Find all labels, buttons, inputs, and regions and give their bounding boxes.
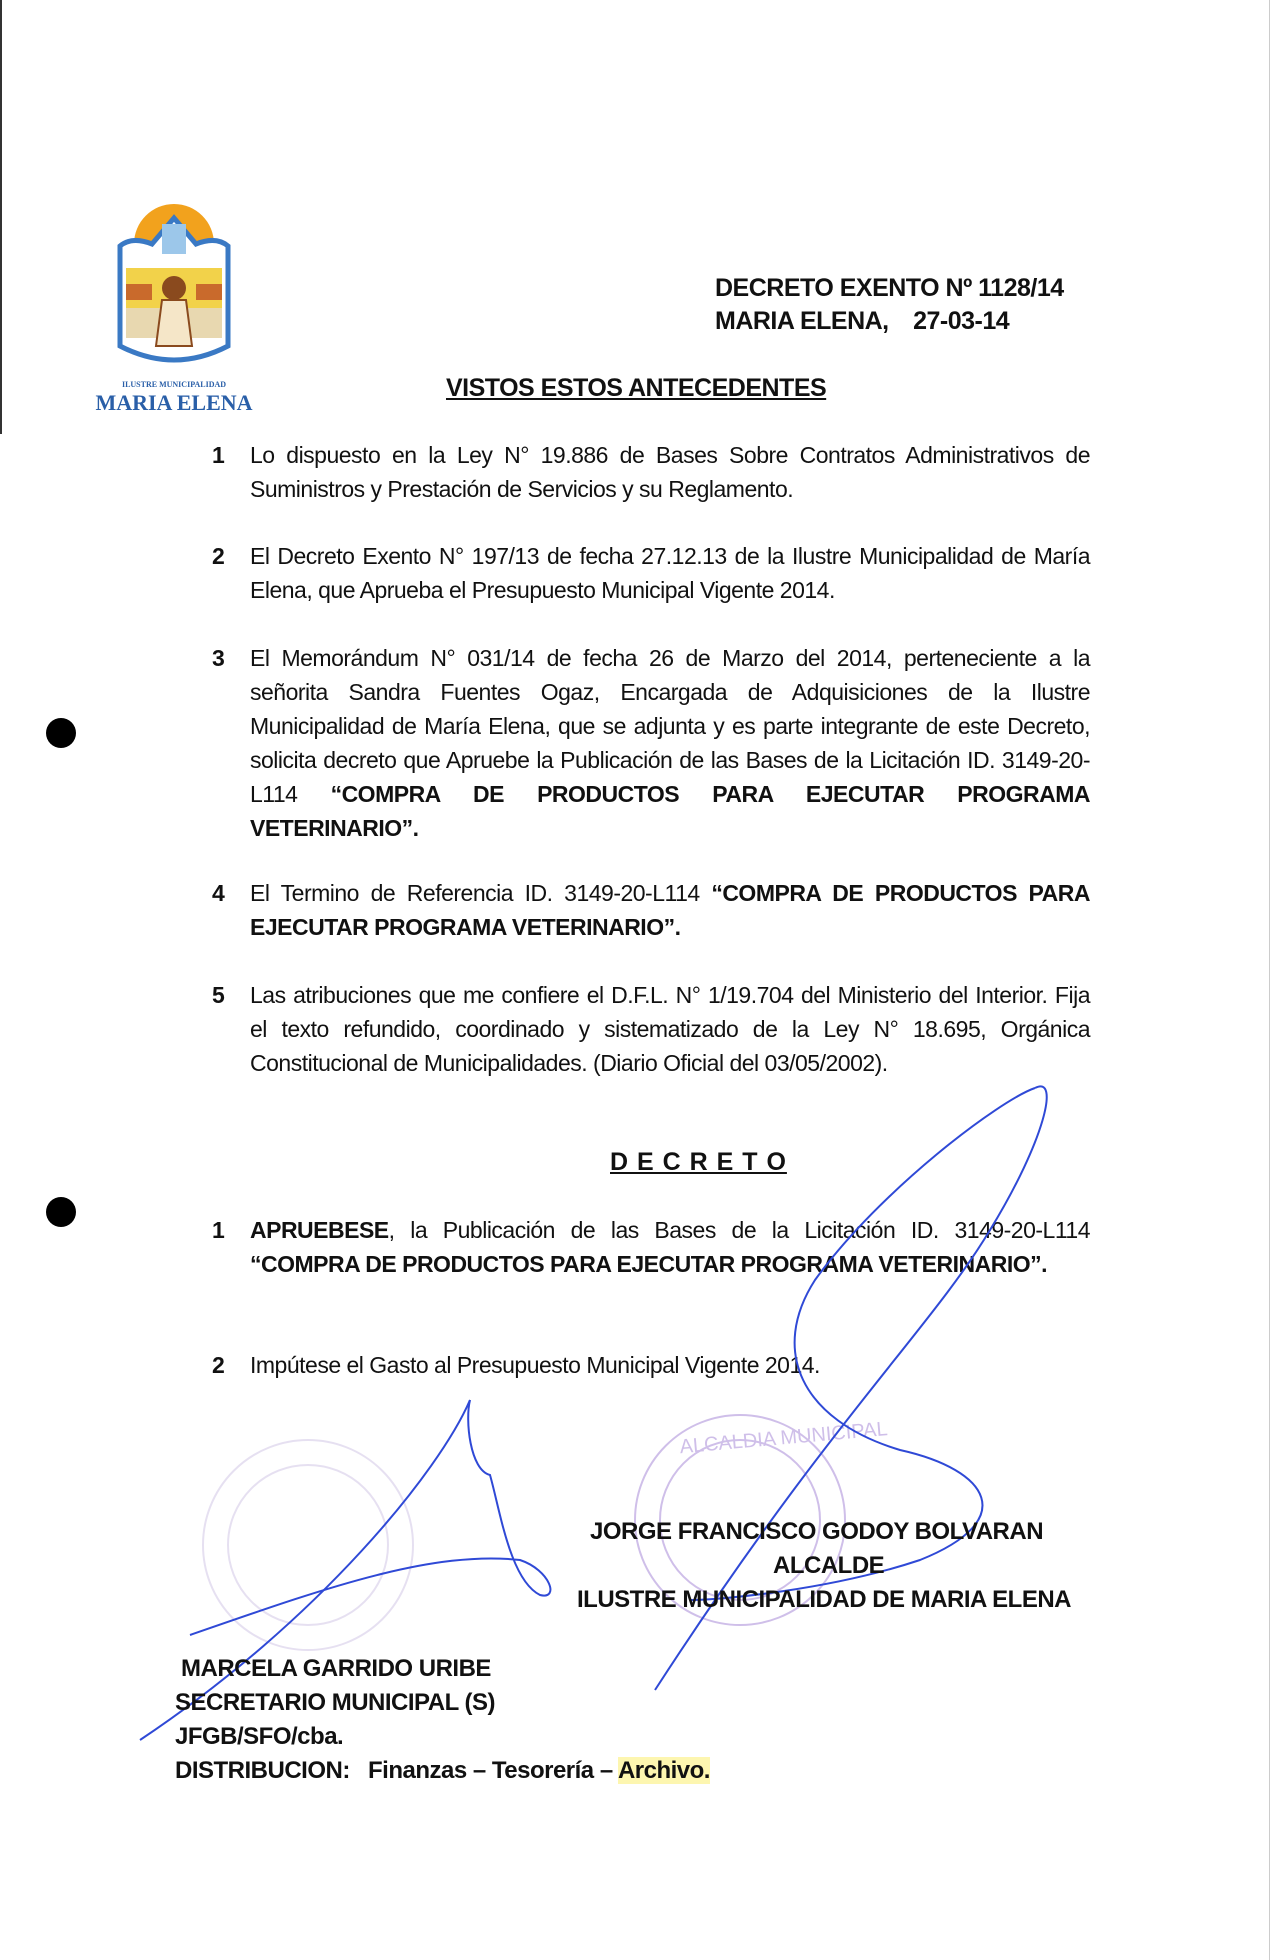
initials: JFGB/SFO/cba.	[175, 1723, 344, 1750]
decreto-title: D E C R E T O	[610, 1148, 787, 1176]
mayor-organization: ILUSTRE MUNICIPALIDAD DE MARIA ELENA	[577, 1586, 1071, 1613]
distribution-archive: Archivo.	[617, 1757, 710, 1784]
logo-subtitle: ILUSTRE MUNICIPALIDAD	[121, 380, 227, 389]
item-number: 2	[212, 1352, 225, 1378]
signature-strokes	[140, 1086, 1047, 1740]
item-text: El Termino de Referencia ID. 3149-20-L114	[250, 880, 712, 906]
item-bold-text: “COMPRA DE PRODUCTOS PARA EJECUTAR PROGRAMA VETERINARIO”.	[250, 880, 1090, 940]
item-number: 1	[212, 442, 225, 468]
vistos-title: VISTOS ESTOS ANTECEDENTES	[446, 374, 827, 402]
item-bold-lead: APRUEBESE	[250, 1217, 389, 1243]
mayor-title: ALCALDE	[773, 1552, 885, 1579]
item-text: Las atribuciones que me confiere el D.F.L. N° 1/19.704 del Ministerio del Interior. Fija el texto refundido, coordinado y sistematizado de la Ley N° 18.695, Orgánica Constitucional de Municipalidades. (Diario Oficial del 03/05/2002).	[250, 982, 1090, 1076]
item-text: El Decreto Exento N° 197/13 de fecha 27.12.13 de la Ilustre Municipalidad de María Elena, que Aprueba el Presupuesto Municipal Vigente 2014.	[250, 543, 1090, 603]
item-text: , la Publicación de las Bases de la Licitación ID. 3149-20-L114	[388, 1217, 1090, 1243]
decree-number: DECRETO EXENTO Nº 1128/14	[715, 274, 1064, 302]
logo-name: MARIA ELENA	[95, 390, 253, 415]
decree-date: 27-03-14	[913, 307, 1010, 335]
item-number: 4	[212, 880, 225, 906]
decree-place: MARIA ELENA,	[715, 307, 889, 335]
item-bold-text: “COMPRA DE PRODUCTOS PARA EJECUTAR PROGRAMA VETERINARIO”.	[250, 1251, 1047, 1277]
mayor-name: JORGE FRANCISCO GODOY BOLVARAN	[590, 1518, 1044, 1545]
distribution	[175, 1754, 710, 1788]
distribution-label: DISTRIBUCION:	[175, 1757, 350, 1784]
item-text: El Memorándum N° 031/14 de fecha 26 de Marzo del 2014, perteneciente a la señorita Sandra Fuentes Ogaz, Encargada de Adquisiciones de la Ilustre Municipalidad de María Elena, que se adjunta y es parte integrante de este Decreto, solicita decreto que Apruebe la Publicación de las Bases de la Licitación ID. 3149-20-L114	[250, 645, 1090, 807]
stamp-text: ALCALDIA MUNICIPAL	[678, 1418, 889, 1459]
item-text: Lo dispuesto en la Ley N° 19.886 de Bases Sobre Contratos Administrativos de Suministros y Prestación de Servicios y su Reglamento.	[250, 442, 1090, 502]
item-number: 2	[212, 543, 225, 569]
secretary-title: SECRETARIO MUNICIPAL (S)	[175, 1689, 496, 1716]
item-bold-text: “COMPRA DE PRODUCTOS PARA EJECUTAR PROGRAMA VETERINARIO”.	[250, 781, 1090, 841]
item-number: 5	[212, 982, 225, 1008]
distribution-list: Finanzas – Tesorería –	[368, 1757, 618, 1784]
item-number: 3	[212, 645, 225, 671]
secretary-stamp	[203, 1440, 413, 1650]
secretary-name: MARCELA GARRIDO URIBE	[181, 1655, 491, 1682]
item-text: Impútese el Gasto al Presupuesto Municipal Vigente 2014.	[250, 1352, 820, 1378]
item-number: 1	[212, 1217, 225, 1243]
